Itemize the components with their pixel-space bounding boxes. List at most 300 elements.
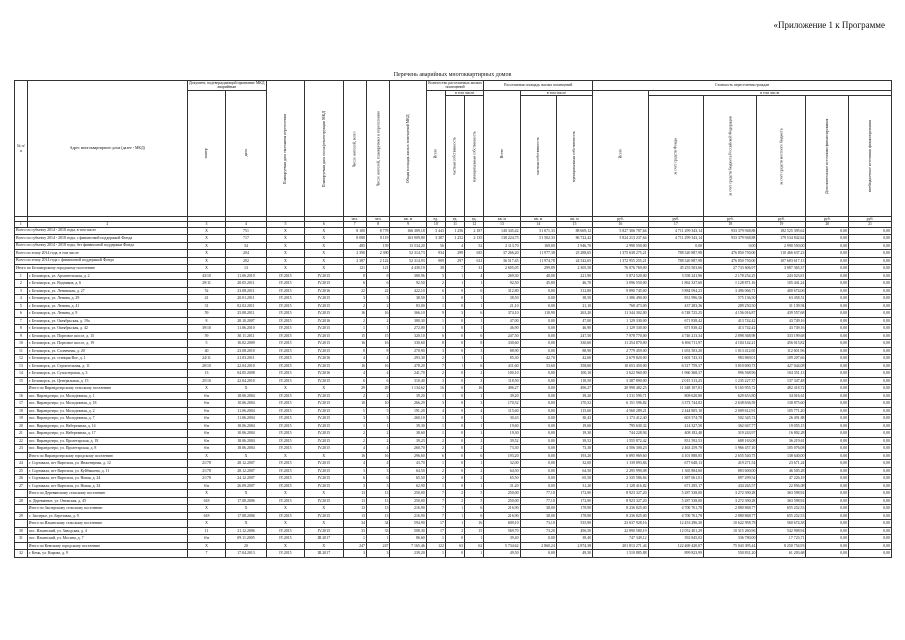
row-value: 0,00 — [806, 400, 849, 408]
row-relocation-date: IV.2015 — [266, 332, 304, 340]
row-number: 29 — [15, 512, 28, 520]
row-value: 0,00 — [520, 302, 556, 310]
row-number: 9 — [15, 332, 28, 340]
row-value: 508,30 — [390, 527, 426, 535]
row-value: 0 — [445, 452, 464, 460]
row-value: 9 890 745,00 — [593, 287, 648, 295]
row-value: 655 252,53 — [757, 505, 806, 513]
row-value: 1 235 227,37 — [704, 377, 757, 385]
row-value: 216,90 — [484, 505, 520, 513]
table-row — [15, 467, 892, 475]
row-doc-number: 21/78 — [187, 467, 225, 475]
summary-cell: 299 — [445, 250, 464, 258]
unit-cell: чел. — [367, 217, 390, 222]
row-value: 0,00 — [806, 272, 849, 280]
row-value: 38,50 — [484, 295, 520, 303]
row-relocation-date: IV.2015 — [266, 467, 304, 475]
row-number: 17 — [15, 400, 28, 408]
row-value: 362 047,77 — [704, 422, 757, 430]
row-value: 43,70 — [390, 460, 426, 468]
row-value: 3 558 241,96 — [648, 272, 703, 280]
row-relocation-date: X — [266, 542, 304, 550]
row-value: 30,43 — [484, 415, 520, 423]
row-value: 0,00 — [806, 302, 849, 310]
row-value: 4 506 300,23 — [593, 445, 648, 453]
summary-cell: 8 100 — [343, 227, 366, 235]
row-value: 138 875,60 — [757, 400, 806, 408]
row-number: 25 — [15, 467, 28, 475]
column-number-cell: 13 — [484, 222, 520, 227]
unit-cell: руб. — [593, 217, 648, 222]
row-value: 247 — [343, 542, 366, 550]
row-value: 47,00 — [484, 317, 520, 325]
row-doc-date: 11.06.2010 — [226, 325, 267, 333]
row-value: 17 — [426, 527, 445, 535]
row-relocation-date: IV.2015 — [266, 280, 304, 288]
row-value: 8 236 825,00 — [593, 512, 648, 520]
row-value: 3 373 744,82 — [648, 400, 703, 408]
row-value: 1 134,62 — [390, 385, 426, 393]
summary-cell: 52 314,73 — [390, 250, 426, 258]
row-value: 138 640,00 — [757, 452, 806, 460]
row-value: 39,20 — [556, 392, 592, 400]
row-doc-date: 20.05.2011 — [226, 280, 267, 288]
table-row — [15, 280, 892, 288]
row-address: пос. Вирандозеро, ул. Пролетарская, д. 8 — [27, 445, 187, 453]
row-value: 241,70 — [390, 370, 426, 378]
row-relocation-date: IV.2015 — [266, 302, 304, 310]
row-value: 15 — [367, 332, 390, 340]
row-value: 2 — [343, 430, 366, 438]
row-doc-number: 21/78 — [187, 460, 225, 468]
row-value: 0,00 — [806, 497, 849, 505]
row-value: 86,60 — [390, 535, 426, 543]
row-value: 0 — [445, 400, 464, 408]
row-value: 62 — [465, 542, 484, 550]
row-value: 13 — [343, 512, 366, 520]
row-relocation-date: IV.2015 — [266, 407, 304, 415]
summary-cell: 635 — [465, 250, 484, 258]
summary-cell: 140 345,42 — [484, 227, 520, 235]
row-value: 1 — [465, 482, 484, 490]
row-value: 75 043 395,44 — [704, 542, 757, 550]
row-relocation-date: IV.2015 — [266, 355, 304, 363]
row-value: 8 923 327,20 — [593, 490, 648, 498]
row-value: 38,00 — [520, 512, 556, 520]
row-value: 0,00 — [806, 392, 849, 400]
row-value: 2 — [426, 370, 445, 378]
row-value: 270,90 — [390, 347, 426, 355]
row-value: 4 — [465, 407, 484, 415]
row-doc-number: 59 — [187, 332, 225, 340]
row-value: 0,00 — [806, 332, 849, 340]
row-value: 5 — [465, 490, 484, 498]
row-demolition-date: IV.2015 — [305, 310, 343, 318]
row-value: 13 — [343, 490, 366, 498]
row-doc-number: б/н — [187, 535, 225, 543]
row-value: 4 — [343, 355, 366, 363]
row-value: 0 — [445, 287, 464, 295]
row-value: 77,10 — [520, 490, 556, 498]
row-value: 0 — [445, 347, 464, 355]
row-value: 289 250,50 — [704, 302, 757, 310]
summary-cell: 2 390 — [367, 250, 390, 258]
row-value: 13 — [367, 505, 390, 513]
row-value: 2 — [426, 280, 445, 288]
summary-cell: X — [266, 250, 304, 258]
row-value: 3 387 890,00 — [593, 377, 648, 385]
row-value: 7 978 770,00 — [593, 332, 648, 340]
row-value: 39,23 — [390, 437, 426, 445]
table-row — [15, 415, 892, 423]
row-relocation-date: IV.2015 — [266, 362, 304, 370]
houses-table — [14, 80, 892, 558]
row-value: 2 — [367, 430, 390, 438]
row-address: с. Заозерье, ул. Березовая, д. 9 — [27, 512, 187, 520]
summary-cell: X — [305, 227, 343, 235]
row-relocation-date: IV.2015 — [266, 347, 304, 355]
row-value: 0,00 — [849, 317, 892, 325]
row-doc-number: 31 — [187, 302, 225, 310]
summary-cell: 11 974,78 — [520, 257, 556, 265]
summary-cell: 2 135 — [465, 235, 484, 243]
summary-cell: 138 224,75 — [484, 235, 520, 243]
col-cost-incl: в том числе — [648, 90, 891, 95]
row-value: 0,00 — [849, 422, 892, 430]
row-value: 5 — [465, 497, 484, 505]
summary-cell: 8 778 — [367, 227, 390, 235]
row-value: 0,00 — [520, 415, 556, 423]
column-number-cell: 16 — [593, 222, 648, 227]
row-value: 1 — [426, 482, 445, 490]
row-value: 1 960 368,37 — [648, 370, 703, 378]
row-value: 4 156 016,87 — [704, 310, 757, 318]
row-address: г. Беломорск, ул. Сухоозерская, д. 3 — [27, 370, 187, 378]
row-value: 1 — [367, 325, 390, 333]
row-value: 2 — [367, 437, 390, 445]
row-doc-date: 25.08.2011 — [226, 310, 267, 318]
summary-cell: 2 990 550,00 — [757, 242, 806, 250]
row-value: 31,20 — [484, 482, 520, 490]
summary-cell: X — [266, 265, 304, 273]
row-value: 0 — [445, 430, 464, 438]
row-value: 250,00 — [390, 497, 426, 505]
row-value: 2 — [343, 317, 366, 325]
row-value: 12 453 296,30 — [648, 520, 703, 528]
row-demolition-date: IV.2015 — [305, 482, 343, 490]
table-row — [15, 490, 892, 498]
column-number-cell: 12 — [465, 222, 484, 227]
row-value: 39,52 — [484, 437, 520, 445]
summary-cell: X — [187, 257, 225, 265]
row-value: 0,00 — [520, 340, 556, 348]
row-value: 333 199,68 — [757, 332, 806, 340]
row-doc-number: 41 — [187, 295, 225, 303]
summary-cell: 52 — [465, 242, 484, 250]
row-value: 5 287 338,00 — [648, 490, 703, 498]
row-demolition-date: IV.2015 — [305, 527, 343, 535]
row-value: 19,60 — [484, 422, 520, 430]
row-value: 1 — [445, 280, 464, 288]
row-number: 18 — [15, 407, 28, 415]
row-value: 260,70 — [390, 445, 426, 453]
row-value: 2 880 868,77 — [704, 505, 757, 513]
row-value: 6 — [367, 475, 390, 483]
row-doc-number: 20/10 — [187, 362, 225, 370]
unit-cell: ед. — [445, 217, 464, 222]
row-number: 13 — [15, 362, 28, 370]
row-value: 808 620,80 — [648, 392, 703, 400]
row-value: 33 — [367, 527, 390, 535]
row-value: 1 555 872,42 — [593, 437, 648, 445]
row-value: 216,90 — [484, 512, 520, 520]
row-value: 3 — [367, 415, 390, 423]
summary-cell: 7 — [445, 265, 464, 273]
row-relocation-date: X — [266, 505, 304, 513]
row-doc-number: X — [187, 520, 225, 528]
row-value: 22 890 580,19 — [593, 527, 648, 535]
row-value: 1 862 337,60 — [648, 280, 703, 288]
summary-cell: 0,00 — [849, 265, 892, 273]
row-value: 1 — [343, 325, 366, 333]
row-value: 53,60 — [520, 362, 556, 370]
row-relocation-date: X — [266, 490, 304, 498]
row-doc-number: 59 — [187, 310, 225, 318]
row-value: 6 895 969,60 — [593, 452, 648, 460]
row-value: 0,00 — [849, 445, 892, 453]
row-demolition-date: X — [305, 505, 343, 513]
unit-cell: руб. — [704, 217, 757, 222]
row-address: пос. Вирандозеро, ул. Пролетарская, д. 18 — [27, 437, 187, 445]
row-value: 392 845,02 — [648, 535, 703, 543]
row-value: 0,00 — [520, 317, 556, 325]
row-value: 8 — [367, 272, 390, 280]
row-value: 4 700 761,78 — [648, 512, 703, 520]
row-value: 0,00 — [849, 430, 892, 438]
row-number: 19 — [15, 415, 28, 423]
row-address: г. Сортавала, пгт Вяртсиля, ул. Новая, д. 34 — [27, 482, 187, 490]
summary-cell: 2 122 — [367, 257, 390, 265]
row-value: 2 — [367, 302, 390, 310]
summary-cell: X — [187, 242, 225, 250]
column-number-cell: 20 — [806, 222, 849, 227]
row-value: 0,00 — [849, 490, 892, 498]
row-value: 250,00 — [484, 490, 520, 498]
row-doc-date: 21.12.2006 — [226, 527, 267, 535]
row-doc-number: 43/10 — [187, 272, 225, 280]
row-doc-date: 10.06.2004 — [226, 430, 267, 438]
row-address: г. Беломорск, ул. Портовое шоссе, д. 15 — [27, 332, 187, 340]
summary-cell: 51 671,33 — [520, 227, 556, 235]
row-value: 49,50 — [556, 550, 592, 558]
summary-cell: 2 387 — [343, 257, 366, 265]
row-relocation-date: IV.2015 — [266, 482, 304, 490]
row-value: 3 272 390,28 — [704, 490, 757, 498]
row-doc-number: б/н — [187, 430, 225, 438]
summary-cell: 0,00 — [849, 227, 892, 235]
row-value: 3 496 066,71 — [704, 287, 757, 295]
row-value: 239,20 — [390, 550, 426, 558]
row-value: 1 — [426, 295, 445, 303]
row-doc-date: 21.03.2011 — [226, 355, 267, 363]
row-value: 0,00 — [806, 460, 849, 468]
summary-cell: 1 256 — [445, 227, 464, 235]
row-value: 109 207,66 — [757, 355, 806, 363]
row-relocation-date: IV.2015 — [266, 550, 304, 558]
row-value: 3 — [426, 347, 445, 355]
row-value: 1 — [343, 535, 366, 543]
row-value: 594,90 — [390, 520, 426, 528]
row-value: 0,00 — [849, 355, 892, 363]
row-value: 0,00 — [806, 550, 849, 558]
row-value: 22 — [367, 287, 390, 295]
row-value: 0,00 — [849, 310, 892, 318]
row-value: 677 648,13 — [648, 460, 703, 468]
column-number-cell: 21 — [849, 222, 892, 227]
table-row — [15, 520, 892, 528]
row-doc-number: 7 — [187, 550, 225, 558]
row-value: 13 — [367, 490, 390, 498]
col-cost-region: за счет средств бюджета Российской Федерации — [704, 96, 757, 217]
summary-cell: 159 — [367, 242, 390, 250]
row-value: 8 — [343, 347, 366, 355]
col-planned-demolition: Планируемая дата сноса/реконструкции МКД — [305, 81, 343, 217]
row-doc-date: X — [226, 490, 267, 498]
summary-row — [15, 235, 892, 243]
row-value: 363 598,92 — [757, 497, 806, 505]
row-value: 1 — [426, 430, 445, 438]
row-address: г. Кемь, ул. Кирова, д. 9 — [27, 550, 187, 558]
row-doc-date: 09.11.2005 — [226, 535, 267, 543]
summary-cell: 1 375 638 275,21 — [593, 250, 648, 258]
row-value: 1 — [465, 422, 484, 430]
col-area-private: частная собственность — [520, 96, 556, 217]
row-value: 1 128 416,82 — [593, 482, 648, 490]
row-relocation-date: IV.2015 — [266, 437, 304, 445]
row-relocation-date: IV.2015 — [266, 295, 304, 303]
row-value: 0,00 — [806, 355, 849, 363]
row-value: 0 — [445, 535, 464, 543]
row-value: 3 — [367, 550, 390, 558]
row-value: 16 — [426, 385, 445, 393]
row-value: 655 252,53 — [757, 512, 806, 520]
row-value: 3 — [465, 377, 484, 385]
row-value: 427 044,08 — [757, 362, 806, 370]
row-demolition-date: X — [305, 542, 343, 550]
row-value: 0,00 — [849, 505, 892, 513]
row-value: 49,50 — [484, 550, 520, 558]
row-value: 2 — [343, 302, 366, 310]
row-value: 7 — [426, 362, 445, 370]
column-number-cell: 6 — [305, 222, 343, 227]
summary-cell: 2 990 550,00 — [593, 242, 648, 250]
table-row — [15, 370, 892, 378]
row-value: 42,70 — [520, 355, 556, 363]
row-value: 73,30 — [484, 445, 520, 453]
row-value: 4 700 761,78 — [648, 505, 703, 513]
row-value: 0,00 — [806, 415, 849, 423]
row-doc-date: 18.06.2004 — [226, 445, 267, 453]
summary-label: Всего по этапу 2014 года, в том числе — [15, 250, 188, 258]
row-value: 4 104 142,21 — [704, 340, 757, 348]
summary-cell: 3 443 — [426, 227, 445, 235]
row-demolition-date: IV.2015 — [305, 340, 343, 348]
summary-cell: 0,00 — [849, 242, 892, 250]
col-cost-other: внебюджетные источники финансирования — [849, 96, 892, 217]
row-value: 36 219,61 — [757, 437, 806, 445]
row-number: 10 — [15, 340, 28, 348]
summary-cell: 163 909,80 — [390, 235, 426, 243]
row-value: 64,50 — [484, 467, 520, 475]
summary-cell: 3 387 — [426, 235, 445, 243]
column-number-cell: 8 — [367, 222, 390, 227]
row-value: 1 — [426, 535, 445, 543]
summary-cell: 0,00 — [806, 257, 849, 265]
row-value: 5 874 520,00 — [593, 272, 648, 280]
row-value: 4 — [343, 460, 366, 468]
row-value: 0,00 — [806, 490, 849, 498]
row-value: 178,90 — [556, 512, 592, 520]
row-value: 0,00 — [520, 535, 556, 543]
row-value: 0,00 — [806, 452, 849, 460]
row-number — [15, 385, 28, 393]
row-value: 1 510 885,88 — [593, 550, 648, 558]
row-value: 542 908,94 — [757, 527, 806, 535]
row-number — [15, 542, 28, 550]
row-value: 8 923 327,20 — [593, 497, 648, 505]
row-value: 0,00 — [806, 370, 849, 378]
summary-cell: 1 252 — [445, 235, 464, 243]
row-value: 247,50 — [484, 332, 520, 340]
table-row — [15, 475, 892, 483]
row-value: 38,50 — [390, 295, 426, 303]
row-value: 1 173 412,40 — [593, 415, 648, 423]
row-value: 0,00 — [520, 407, 556, 415]
table-row — [15, 362, 892, 370]
row-value: 0 — [445, 460, 464, 468]
row-doc-number: 11 — [187, 527, 225, 535]
row-value: 1 — [445, 362, 464, 370]
row-value: 105 771,20 — [757, 407, 806, 415]
appendix-label: «Приложение 1 к Программе — [773, 20, 885, 30]
row-demolition-date: IV.2015 — [305, 512, 343, 520]
row-value: 39,30 — [390, 422, 426, 430]
row-demolition-date: IV.2015 — [305, 437, 343, 445]
row-value: 0,00 — [806, 317, 849, 325]
row-demolition-date: IV.2016 — [305, 370, 343, 378]
row-value: 104 351,13 — [757, 370, 806, 378]
row-value: 2 — [465, 467, 484, 475]
table-row — [15, 272, 892, 280]
unit-cell: ед. — [426, 217, 445, 222]
row-value: 0,00 — [520, 467, 556, 475]
row-value: 366,10 — [390, 310, 426, 318]
row-value: 3 — [367, 482, 390, 490]
row-value: 0,00 — [849, 512, 892, 520]
row-value: 0,00 — [849, 370, 892, 378]
col-residents-planned: Число жителей, планируемых к переселению — [367, 81, 390, 217]
row-value: 63 458,51 — [757, 295, 806, 303]
row-value: 422,10 — [390, 287, 426, 295]
row-address: г. Беломорск, ул. Строительная, д. 11 — [27, 362, 187, 370]
row-value: 19,60 — [556, 422, 592, 430]
row-value: 0,00 — [520, 370, 556, 378]
unit-cell: чел. — [343, 217, 366, 222]
summary-cell: 788 320 887,98 — [648, 257, 703, 265]
row-doc-date: 04.05.2008 — [226, 370, 267, 378]
table-row — [15, 535, 892, 543]
col-qty-incl: в том числе — [445, 90, 483, 95]
